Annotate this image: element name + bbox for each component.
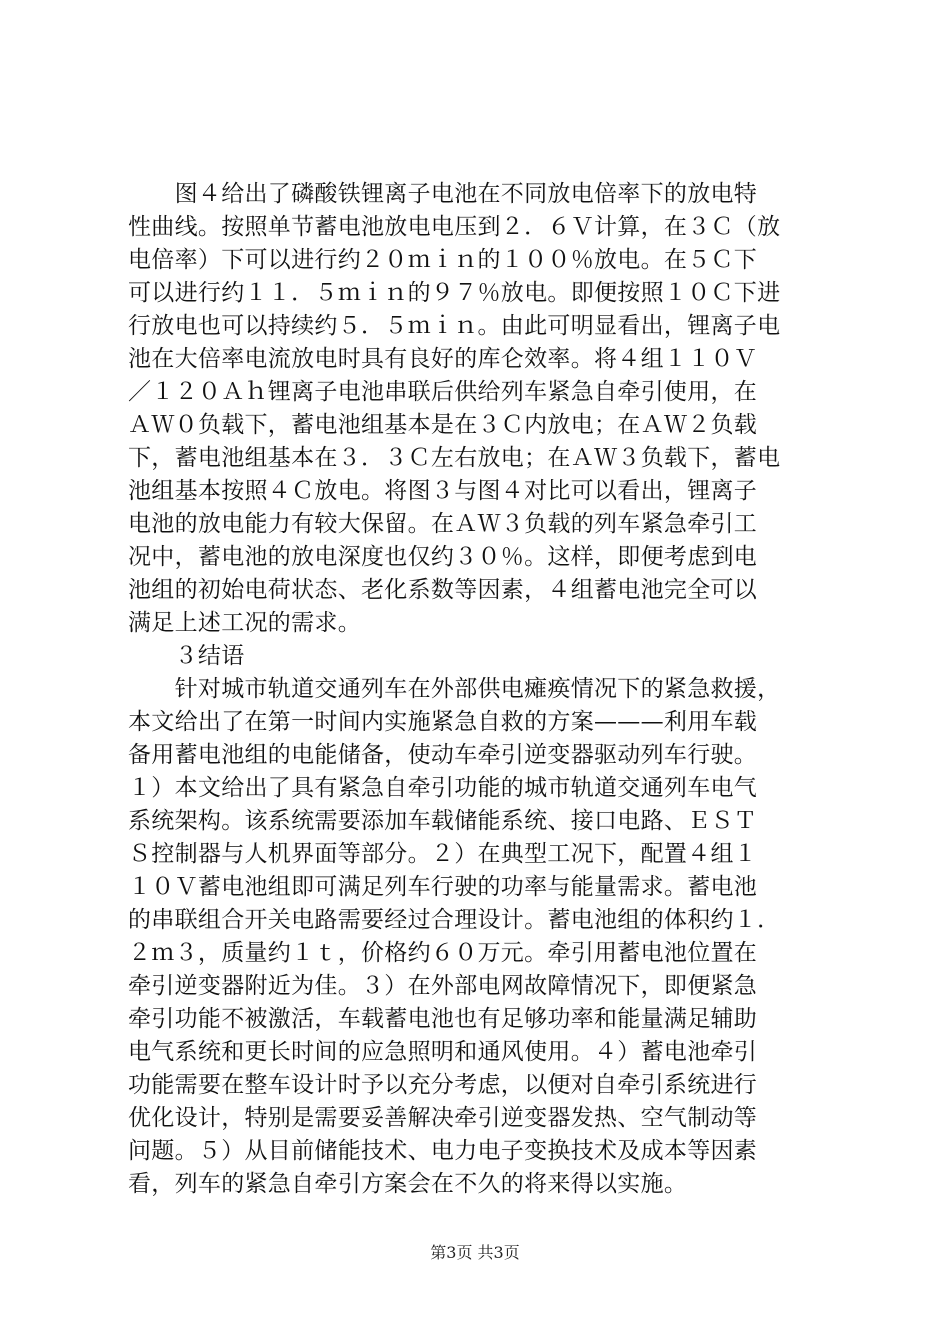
text-line: 可以进行约１１．５ｍｉｎ的９７％放电。即便按照１０Ｃ下进 [128,280,781,306]
page-footer [0,1243,950,1263]
section-heading: ３结语 [128,643,245,669]
text-line: 牵引逆变器附近为佳。３）在外部电网故障情况下，即便紧急 [128,973,758,999]
text-line: １０Ｖ蓄电池组即可满足列车行驶的功率与能量需求。蓄电池 [128,874,758,900]
text-line: １）本文给出了具有紧急自牵引功能的城市轨道交通列车电气 [128,775,758,801]
text-line: 池组基本按照４Ｃ放电。将图３与图４对比可以看出，锂离子 [128,478,758,504]
text-line: ／１２０Ａｈ锂离子电池串联后供给列车紧急自牵引使用，在 [128,379,758,405]
text-line: 满足上述工况的需求。 [128,610,361,636]
text-line: 备用蓄电池组的电能储备，使动车牵引逆变器驱动列车行驶。 [128,742,758,768]
text-line: 电倍率）下可以进行约２０ｍｉｎ的１００％放电。在５Ｃ下 [128,247,758,273]
page-number-label: 第3页 共3页 [430,1243,520,1262]
text-line: 功能需要在整车设计时予以充分考虑，以便对自牵引系统进行 [128,1072,758,1098]
text-line: 看，列车的紧急自牵引方案会在不久的将来得以实施。 [128,1171,688,1197]
text-line: 针对城市轨道交通列车在外部供电瘫痪情况下的紧急救援， [128,676,781,702]
text-line: 的串联组合开关电路需要经过合理设计。蓄电池组的体积约１． [128,907,781,933]
text-line: 问题。５）从目前储能技术、电力电子变换技术及成本等因素 [128,1138,758,1164]
document-body [128,178,828,1201]
text-line: 图４给出了磷酸铁锂离子电池在不同放电倍率下的放电特 [128,181,758,207]
text-line: 牵引功能不被激活，车载蓄电池也有足够功率和能量满足辅助 [128,1006,758,1032]
text-line: 下，蓄电池组基本在３．３Ｃ左右放电；在ＡＷ３负载下，蓄电 [128,445,781,471]
text-line: 池在大倍率电流放电时具有良好的库仑效率。将４组１１０Ｖ [128,346,758,372]
text-line: 池组的初始电荷状态、老化系数等因素，４组蓄电池完全可以 [128,577,758,603]
text-line: 行放电也可以持续约５．５ｍｉｎ。由此可明显看出，锂离子电 [128,313,781,339]
text-line: 系统架构。该系统需要添加车载储能系统、接口电路、ＥＳＴ [128,808,758,834]
text-line: 电池的放电能力有较大保留。在ＡＷ３负载的列车紧急牵引工 [128,511,758,537]
text-line: Ｓ控制器与人机界面等部分。２）在典型工况下，配置４组１ [128,841,758,867]
text-line: 本文给出了在第一时间内实施紧急自救的方案———利用车载 [128,709,758,735]
text-line: ２ｍ３，质量约１ｔ，价格约６０万元。牵引用蓄电池位置在 [128,940,758,966]
text-line: 性曲线。按照单节蓄电池放电电压到２．６Ｖ计算，在３Ｃ（放 [128,214,781,240]
text-line: 电气系统和更长时间的应急照明和通风使用。４）蓄电池牵引 [128,1039,758,1065]
text-line: ＡＷ０负载下，蓄电池组基本是在３Ｃ内放电；在ＡＷ２负载 [128,412,758,438]
text-line: 况中，蓄电池的放电深度也仅约３０％。这样，即便考虑到电 [128,544,758,570]
text-line: 优化设计，特别是需要妥善解决牵引逆变器发热、空气制动等 [128,1105,758,1131]
